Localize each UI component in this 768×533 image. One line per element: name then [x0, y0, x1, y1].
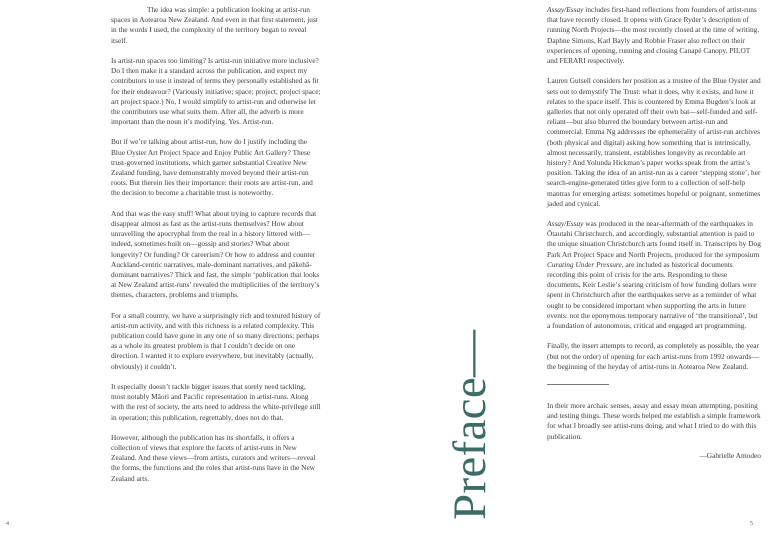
publication-title: Assay/Essay	[547, 219, 584, 229]
publication-title: Assay/Essay	[547, 5, 584, 14]
paragraph-text: was produced in the near-aftermath of the earthquakes in Ōtautahi Christchurch, and accordingly, substantial attention is paid to the unique situation Christchurch arts found itself in. Transcripts by Dog Park Art Project Space and North Projects, produced for the symposium	[547, 219, 761, 259]
paragraph: The idea was simple: a publication looking at artist-run spaces in Aotearoa New Zealand. And even in that first statement, just in the words I used, the complexity of the territory began to reveal itself.	[111, 5, 318, 45]
paragraph: For a small country, we have a surprisingly rich and textured history of artist-run activity, and with this richness is a related complexity. This publication could have gone in any one of so many directions; perhaps as a whole its greatest problem is that I couldn’t decide on one direction. I wanted it to explore everywhere, but inevitably (actually, obviously) it couldn’t.	[111, 310, 321, 371]
paragraph: Is artist-run spaces too limiting? Is artist-run initiative more inclusive? Do I then make it a standard across the publication, and expect my contributors to use it instead of terms they personally established as fit for their endeavour? (Variously initiative; space; project; project space; art project space.) No, I would simplify to artist-run and otherwise let the contributors use what suits them. After all, the adverb is more important than the noun it’s modifying. Yes. Artist-run.	[111, 55, 321, 127]
symposium-title: Curating Under Pressure	[547, 259, 622, 269]
preface-title: Preface—	[444, 329, 496, 520]
divider	[547, 384, 609, 385]
right-column	[547, 5, 761, 472]
paragraph-text: includes first-hand reflections from founders of artist-runs that have recently closed. It opens with Grace Ryder’s description of running North Projects—the most recently closed at the time of writing. Daphne Simons, Karl Bayly and Robbie Fraser also reflect on their experiences of opening, running and closing Canapé Canopy, PILOT and FERARI respectively.	[547, 5, 760, 66]
paragraph: But if we’re talking about artist-run, how do I justify including the Blue Oyster Art Project Space and Enjoy Public Art Gallery? These trust-governed institutions, which garner substantial Creative New Zealand funding, have demonstrably moved beyond their artist-run roots. But therein lies their importance: their roots are artist-run, and the decision to become a charitable trust is noteworthy.	[111, 137, 313, 198]
left-column	[111, 5, 321, 494]
paragraph: It especially doesn’t tackle bigger issues that sorely need tackling, most notably Māori and Pacific representation in artist-runs. Along with the rest of society, the arts need to address the white-privilege still in operation; this publication, regrettably, does not do that.	[111, 381, 321, 422]
paragraph	[547, 219, 761, 331]
paragraph: And that was the easy stuff! What about trying to capture records that disappear almost as fast as the artist-runs themselves? How about unravelling the apocryphal from the real in a history littered with—indeed, sometimes built on—gossip and stories? What about longevity? Or funding? Or careerism? Or how to address and counter Auckland-centric narratives, male-dominant narratives, and pākehā-dominant narratives? Thick and fast, the simple ‘publication that looks at New Zealand artist-runs’ revealed the multiplicities of the territory’s themes, characters, problems and triumphs.	[111, 208, 320, 300]
paragraph	[547, 5, 761, 66]
paragraph: However, although the publication has its shortfalls, it offers a collection of views that explore the facets of artist-runs in New Zealand. And these views—from artists, curators and writers—reveal the forms, the functions and the roles that artist-runs have in the New Zealand arts.	[111, 432, 316, 483]
page-number-right: 5	[750, 521, 753, 527]
signature: —Gabrielle Amodeo	[699, 451, 761, 461]
page-number-left: 4	[6, 521, 9, 527]
paragraph: Lauren Gutsell considers her position as a trustee of the Blue Oyster and sets out to demystify The Trust: what it does, why it exists, and how it relates to the space itself. This is countered by Emma Bugden’s look at galleries that not only operated off their own bat—self-funded and self-reliant—but also blurred the boundary between artist-run and commercial. Emma Ng addresses the ephemerality of artist-run archives (both physical and digital) asking how something that is intrinsically, almost necessarily, transient, establishes longevity as recordable art history? And Yolunda Hickman’s paper works speak from the artist’s position. Taking the idea of an artist-run as a career ‘stepping stone’, her search-engine-generated titles give form to a collection of self-help mantras for emerging artists: sometimes hopeful or poignant, sometimes jaded and cynical.	[547, 76, 761, 208]
paragraph: Finally, the insert attempts to record, as completely as possible, the year (but not the order) of opening for each artist-runs from 1992 onwards—the beginning of the heyday of artist-runs in Aotearoa New Zealand.	[547, 341, 759, 371]
paragraph: In their more archaic senses, assay and essay mean attempting, positing and testing things. These words helped me establish a simple framework for what I broadly see artist-runs doing, and what I tried to do with this publication.	[547, 400, 761, 441]
paragraph-text: , are included as historical documents recording this point of crisis for the arts. Responding to these documents, Keir Leslie’s searing criticism of how funding dollars were spent in Christchurch after the earthquakes serve as a reminder of what ought to be considered important when supporting the arts in future events: not the eponymous temporary narrative of ‘the transitional’, but a foundation of autonomous, critical and engaged art programming.	[547, 259, 758, 331]
